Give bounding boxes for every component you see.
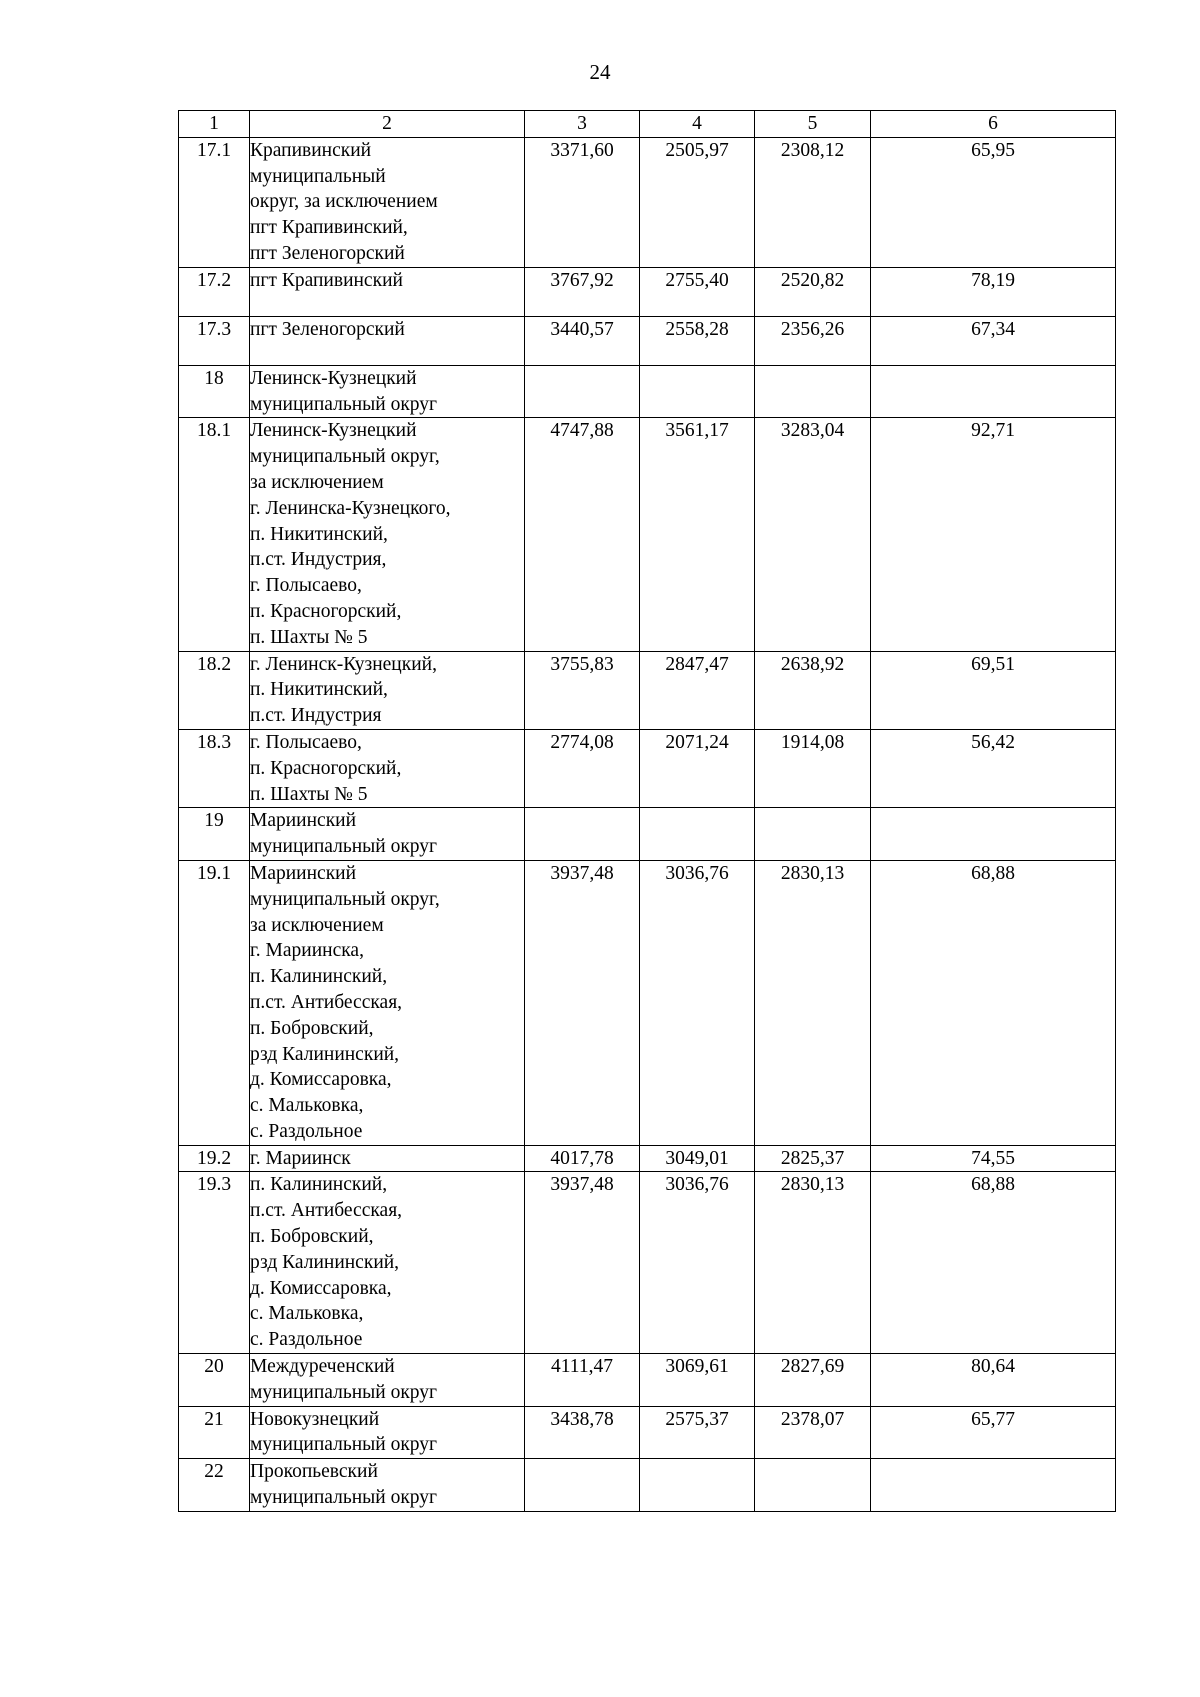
- territory-name-line: округ, за исключением: [250, 191, 438, 213]
- territory-name-line: п. Красногорский,: [250, 600, 402, 622]
- territory-name-cell: [250, 860, 525, 1145]
- territory-name-line: Крапивинский: [250, 139, 372, 161]
- row-number-cell: 19: [179, 808, 250, 861]
- territory-name-line: пгт Крапивинский: [250, 269, 403, 291]
- row-number-cell: 17.3: [179, 316, 250, 365]
- table-row: [179, 729, 1116, 807]
- value-cell-c5: 2378,07: [755, 1406, 871, 1459]
- value-cell-c3: 3440,57: [525, 316, 640, 365]
- value-cell-c6: [871, 808, 1116, 861]
- territory-name-line: Междуреченский: [250, 1356, 395, 1378]
- territory-name-line: п. Калининский,: [250, 966, 388, 988]
- territory-name-cell: [250, 651, 525, 729]
- territory-name-line: п. Красногорский,: [250, 757, 402, 779]
- table-row: [179, 1354, 1116, 1407]
- value-cell-c5: 2638,92: [755, 651, 871, 729]
- value-cell-c5: 2825,37: [755, 1145, 871, 1172]
- value-cell-c5: 2827,69: [755, 1354, 871, 1407]
- value-cell-c6: 67,34: [871, 316, 1116, 365]
- value-cell-c6: [871, 365, 1116, 418]
- header-cell-4: 4: [640, 111, 755, 138]
- value-cell-c4: 2755,40: [640, 267, 755, 316]
- territory-name-line: рзд Калининский,: [250, 1043, 400, 1065]
- page-number: 24: [589, 60, 611, 84]
- value-cell-c4: [640, 1459, 755, 1512]
- territory-name-line: п. Никитинский,: [250, 679, 388, 701]
- value-cell-c3: [525, 1459, 640, 1512]
- value-cell-c6: 74,55: [871, 1145, 1116, 1172]
- territory-name-line: г. Ленинск-Кузнецкий,: [250, 653, 437, 675]
- value-cell-c5: 1914,08: [755, 729, 871, 807]
- territory-name-cell: [250, 1459, 525, 1512]
- territory-name-line: Мариинский: [250, 810, 357, 832]
- territory-name-line: п.ст. Индустрия,: [250, 549, 387, 571]
- table-row: [179, 1406, 1116, 1459]
- tariff-table: [178, 110, 1116, 1512]
- table-body: [179, 111, 1116, 1512]
- territory-name-cell: [250, 1406, 525, 1459]
- territory-name-cell: [250, 1145, 525, 1172]
- territory-name-cell: [250, 365, 525, 418]
- value-cell-c4: 3036,76: [640, 860, 755, 1145]
- territory-name-cell: [250, 1172, 525, 1354]
- territory-name-line: п. Бобровский,: [250, 1226, 374, 1248]
- territory-name-line: муниципальный округ: [250, 1381, 438, 1403]
- row-number-cell: 18.3: [179, 729, 250, 807]
- value-cell-c3: [525, 808, 640, 861]
- row-number-cell: 18.2: [179, 651, 250, 729]
- value-cell-c6: 92,71: [871, 418, 1116, 651]
- territory-name-line: г. Мариинск: [250, 1147, 351, 1169]
- row-number-cell: 18: [179, 365, 250, 418]
- value-cell-c3: 3767,92: [525, 267, 640, 316]
- row-number-cell: 18.1: [179, 418, 250, 651]
- row-number-cell: 21: [179, 1406, 250, 1459]
- value-cell-c6: 80,64: [871, 1354, 1116, 1407]
- territory-name-line: с. Раздольное: [250, 1329, 363, 1351]
- row-number-cell: 20: [179, 1354, 250, 1407]
- value-cell-c4: [640, 365, 755, 418]
- row-number-cell: 22: [179, 1459, 250, 1512]
- territory-name-line: муниципальный округ,: [250, 888, 440, 910]
- territory-name-line: Прокопьевский: [250, 1461, 378, 1483]
- value-cell-c6: 68,88: [871, 1172, 1116, 1354]
- value-cell-c4: [640, 808, 755, 861]
- territory-name-line: п. Бобровский,: [250, 1017, 374, 1039]
- table-row: [179, 365, 1116, 418]
- territory-name-line: рзд Калининский,: [250, 1251, 400, 1273]
- territory-name-line: п.ст. Антибесская,: [250, 991, 403, 1013]
- territory-name-line: пгт Зеленогорский: [250, 242, 405, 264]
- value-cell-c6: [871, 1459, 1116, 1512]
- header-cell-5: 5: [755, 111, 871, 138]
- row-number-cell: 19.3: [179, 1172, 250, 1354]
- territory-name-line: с. Мальковка,: [250, 1095, 364, 1117]
- value-cell-c5: [755, 1459, 871, 1512]
- table-row: [179, 267, 1116, 316]
- territory-name-line: п. Никитинский,: [250, 523, 388, 545]
- territory-name-cell: [250, 729, 525, 807]
- value-cell-c5: 2520,82: [755, 267, 871, 316]
- value-cell-c3: 4017,78: [525, 1145, 640, 1172]
- header-cell-6: 6: [871, 111, 1116, 138]
- table-row: [179, 651, 1116, 729]
- territory-name-line: пгт Крапивинский,: [250, 217, 408, 239]
- value-cell-c6: 68,88: [871, 860, 1116, 1145]
- value-cell-c5: [755, 365, 871, 418]
- value-cell-c4: 3036,76: [640, 1172, 755, 1354]
- value-cell-c4: 3069,61: [640, 1354, 755, 1407]
- value-cell-c4: 2575,37: [640, 1406, 755, 1459]
- value-cell-c3: 3755,83: [525, 651, 640, 729]
- territory-name-cell: [250, 1354, 525, 1407]
- territory-name-line: с. Мальковка,: [250, 1303, 364, 1325]
- territory-name-line: Новокузнецкий: [250, 1408, 380, 1430]
- territory-name-line: п. Шахты № 5: [250, 626, 368, 648]
- table-row: [179, 860, 1116, 1145]
- territory-name-line: п. Калининский,: [250, 1174, 388, 1196]
- territory-name-line: г. Ленинска-Кузнецкого,: [250, 497, 451, 519]
- territory-name-line: п.ст. Индустрия: [250, 705, 382, 727]
- row-number-cell: 17.2: [179, 267, 250, 316]
- territory-name-cell: [250, 316, 525, 365]
- territory-name-line: Мариинский: [250, 862, 357, 884]
- value-cell-c3: 3371,60: [525, 137, 640, 267]
- value-cell-c3: 4747,88: [525, 418, 640, 651]
- value-cell-c3: 3438,78: [525, 1406, 640, 1459]
- value-cell-c4: 3049,01: [640, 1145, 755, 1172]
- value-cell-c4: 2505,97: [640, 137, 755, 267]
- value-cell-c5: 3283,04: [755, 418, 871, 651]
- value-cell-c3: 4111,47: [525, 1354, 640, 1407]
- row-number-cell: 19.2: [179, 1145, 250, 1172]
- value-cell-c5: 2830,13: [755, 1172, 871, 1354]
- territory-name-line: п.ст. Антибесская,: [250, 1200, 403, 1222]
- territory-name-cell: [250, 808, 525, 861]
- value-cell-c5: 2308,12: [755, 137, 871, 267]
- table-row: [179, 1459, 1116, 1512]
- value-cell-c5: [755, 808, 871, 861]
- territory-name-line: муниципальный округ: [250, 1487, 438, 1509]
- value-cell-c3: [525, 365, 640, 418]
- table-row: [179, 418, 1116, 651]
- territory-name-line: п. Шахты № 5: [250, 783, 368, 805]
- territory-name-cell: [250, 418, 525, 651]
- value-cell-c6: 78,19: [871, 267, 1116, 316]
- territory-name-line: г. Мариинска,: [250, 940, 364, 962]
- territory-name-line: муниципальный округ,: [250, 446, 440, 468]
- header-cell-2: 2: [250, 111, 525, 138]
- territory-name-line: пгт Зеленогорский: [250, 318, 405, 340]
- territory-name-line: д. Комиссаровка,: [250, 1277, 392, 1299]
- table-row: [179, 1172, 1116, 1354]
- value-cell-c4: 2071,24: [640, 729, 755, 807]
- row-number-cell: 19.1: [179, 860, 250, 1145]
- value-cell-c4: 2847,47: [640, 651, 755, 729]
- value-cell-c6: 65,95: [871, 137, 1116, 267]
- row-number-cell: 17.1: [179, 137, 250, 267]
- territory-name-line: за исключением: [250, 914, 384, 936]
- table-row: [179, 137, 1116, 267]
- territory-name-line: г. Полысаево,: [250, 731, 362, 753]
- header-cell-1: 1: [179, 111, 250, 138]
- header-cell-3: 3: [525, 111, 640, 138]
- value-cell-c6: 56,42: [871, 729, 1116, 807]
- territory-name-line: Ленинск-Кузнецкий: [250, 420, 417, 442]
- territory-name-cell: [250, 267, 525, 316]
- territory-name-line: с. Раздольное: [250, 1120, 363, 1142]
- territory-name-cell: [250, 137, 525, 267]
- territory-name-line: г. Полысаево,: [250, 575, 362, 597]
- value-cell-c3: 3937,48: [525, 1172, 640, 1354]
- table-row: [179, 316, 1116, 365]
- territory-name-line: муниципальный округ: [250, 393, 438, 415]
- territory-name-line: муниципальный: [250, 165, 386, 187]
- value-cell-c6: 69,51: [871, 651, 1116, 729]
- table-row: [179, 1145, 1116, 1172]
- territory-name-line: за исключением: [250, 471, 384, 493]
- table-header-row: [179, 111, 1116, 138]
- table-row: [179, 808, 1116, 861]
- territory-name-line: муниципальный округ: [250, 836, 438, 858]
- value-cell-c5: 2830,13: [755, 860, 871, 1145]
- territory-name-line: муниципальный округ: [250, 1434, 438, 1456]
- value-cell-c3: 2774,08: [525, 729, 640, 807]
- territory-name-line: д. Комиссаровка,: [250, 1069, 392, 1091]
- value-cell-c3: 3937,48: [525, 860, 640, 1145]
- value-cell-c6: 65,77: [871, 1406, 1116, 1459]
- territory-name-line: Ленинск-Кузнецкий: [250, 367, 417, 389]
- value-cell-c5: 2356,26: [755, 316, 871, 365]
- value-cell-c4: 3561,17: [640, 418, 755, 651]
- value-cell-c4: 2558,28: [640, 316, 755, 365]
